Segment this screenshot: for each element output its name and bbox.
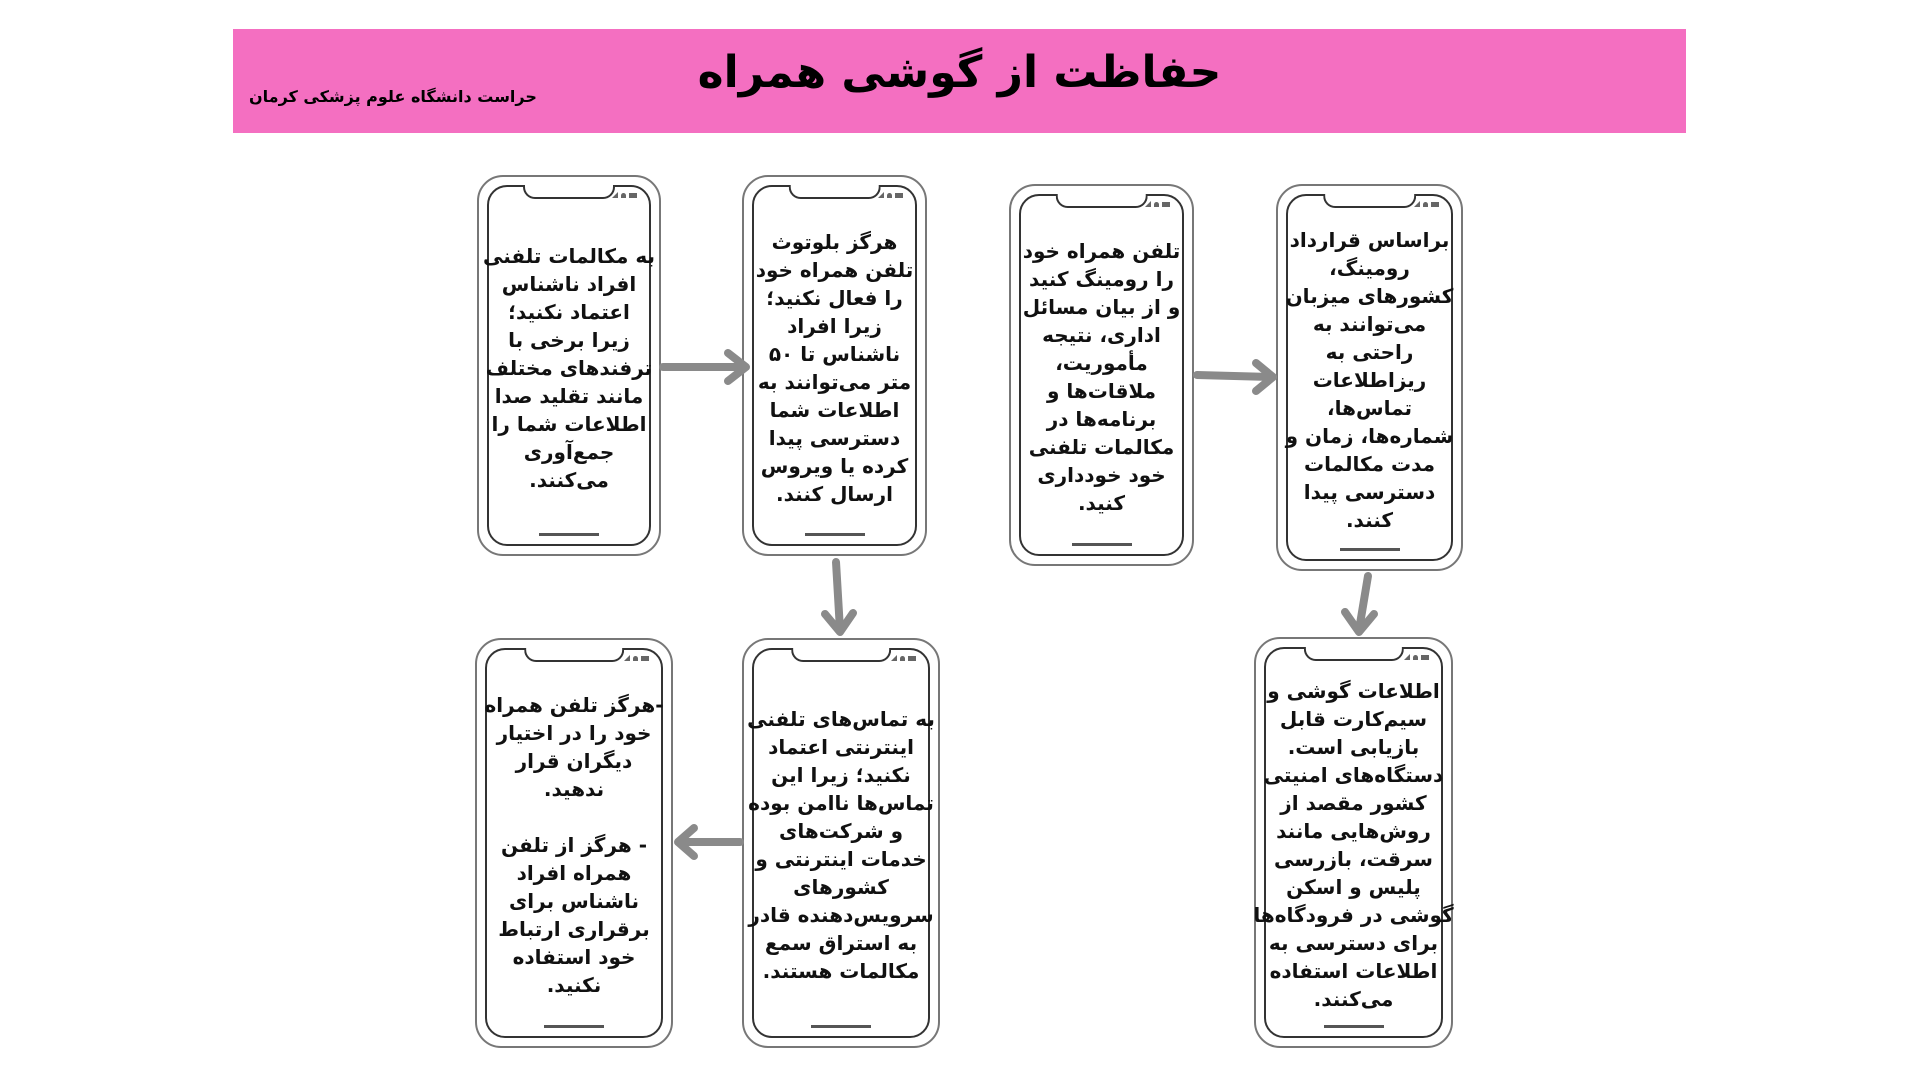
card-text: -هرگز تلفن همراه خود را در اختیار دیگران قرار ندهید. - هرگز از تلفن همراه افراد ناشناس برای برقراری ارتباط خود استفاده نکنید. — [484, 693, 664, 997]
card-text: به مکالمات تلفنی افراد ناشناس اعتماد نکنید؛ زیرا برخی با ترفندهای مختلف مانند تقلید صدا اطلاعات شما را جمع‌آوری می‌کنند. — [482, 243, 656, 492]
page-title: حفاظت از گوشی همراه — [697, 47, 1222, 98]
arrow-3-to-4 — [1197, 363, 1273, 391]
card-text: تلفن همراه خود را رومینگ کنید و از بیان مسائل اداری، نتیجه مأموریت، ملاقات‌ها و برنامه‌ها در مکالمات تلفنی خود خودداری کنید. — [1022, 239, 1181, 515]
card-text: براساس قرارداد رومینگ، کشورهای میزبان می‌توانند به راحتی به ریزاطلاعات تماس‌ها، شماره‌ها، زمان و مدت مکالمات دسترسی پیدا کنند. — [1285, 227, 1454, 532]
card-text: به تماس‌های تلفنی اینترنتی اعتماد نکنید؛ زیرا این تماس‌ها ناامن بوده و شرکت‌های خدمات اینترنتی و کشورهای سرویس‌دهنده قادر به استراق سمع مکالمات هستند. — [747, 707, 935, 983]
arrow-6-to-5 — [678, 828, 740, 856]
organization-label: حراست دانشگاه علوم پزشکی کرمان — [249, 87, 537, 106]
arrow-4-to-7 — [1345, 576, 1374, 632]
arrow-1-to-2 — [663, 353, 746, 381]
arrow-2-to-6 — [825, 562, 853, 632]
card-text: اطلاعات گوشی و سیم‌کارت قابل بازیابی است. دستگاه‌های امنیتی کشور مقصد از روش‌هایی مانند سرقت، بازرسی پلیس و اسکن گوشی در فرودگاه‌ها برای دسترسی به اطلاعات استفاده می‌کنند. — [1253, 678, 1454, 1011]
card-text: هرگز بلوتوث تلفن همراه خود را فعال نکنید؛ زیرا افراد ناشناس تا ۵۰ متر می‌توانند به اطلاعات شما دسترسی پیدا کرده یا ویروس ارسال کنند. — [755, 229, 914, 506]
